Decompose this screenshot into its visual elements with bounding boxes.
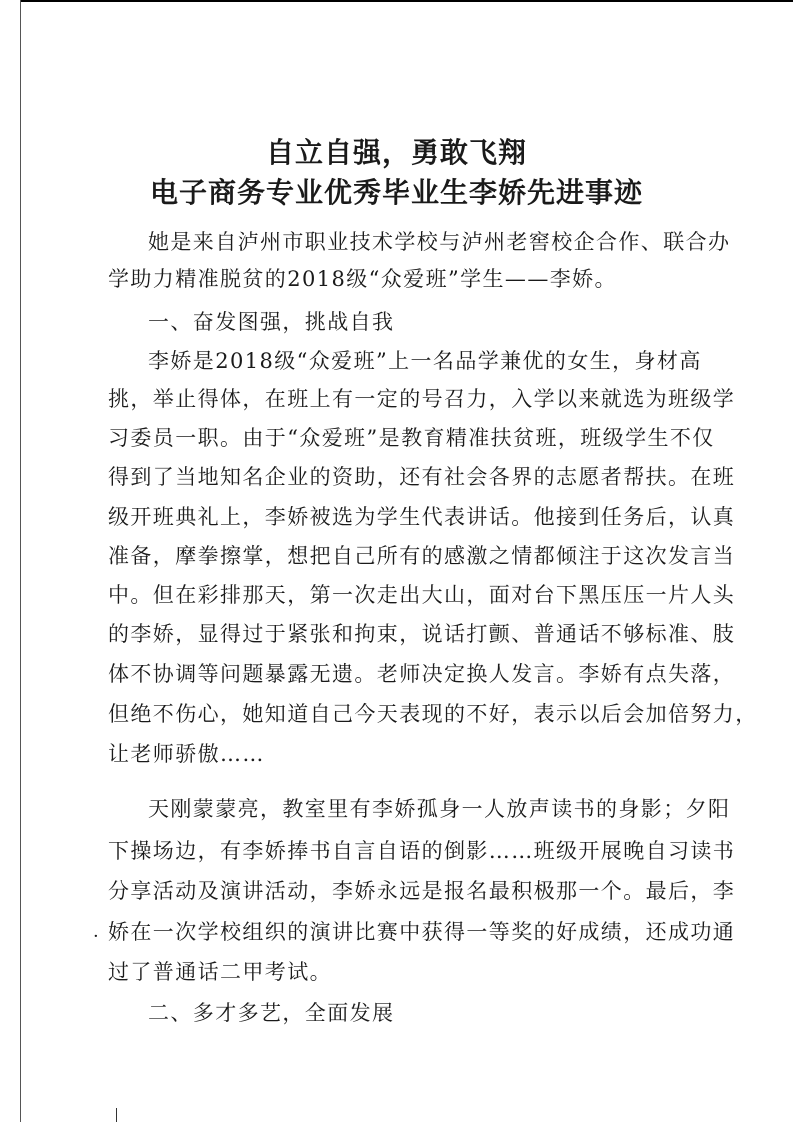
paragraph-line: 挑，举止得体，在班上有一定的号召力，入学以来就选为班级学: [108, 387, 736, 411]
document-subtitle: 电子商务专业优秀毕业生李娇先进事迹: [149, 176, 643, 209]
paragraph-line: 过了普通话二甲考试。: [108, 960, 332, 984]
paragraph-line: 的李娇，显得过于紧张和拘束，说话打颤、普通话不够标准、肢: [108, 622, 736, 646]
paragraph-line: 李娇是2018级“众爱班”上一名品学兼优的女生，身材高: [148, 349, 702, 373]
paragraph-line: 下操场边，有李娇捧书自言自语的倒影……班级开展晚自习读书: [108, 839, 736, 863]
paragraph-line: 准备，摩拳擦掌，想把自己所有的感激之情都倾注于这次发言当: [108, 544, 736, 568]
document-title: 自立自强，勇敢飞翔: [265, 136, 527, 169]
page-top-edge: [20, 0, 793, 2]
paragraph-line: 娇在一次学校组织的演讲比赛中获得一等奖的好成绩，还成功通: [108, 920, 736, 944]
paragraph-line: 天刚蒙蒙亮，教室里有李娇孤身一人放声读书的身影；夕阳: [148, 797, 731, 821]
paragraph-line: 学助力精准脱贫的2018级“众爱班”学生——李娇。: [108, 267, 617, 291]
margin-dot: ·: [93, 926, 99, 947]
bottom-tick-mark: [116, 1108, 117, 1122]
paragraph-line: 她是来自泸州市职业技术学校与泸州老窖校企合作、联合办: [148, 230, 731, 254]
paragraph-line: 级开班典礼上，李娇被选为学生代表讲话。他接到任务后，认真: [108, 505, 736, 529]
paragraph-line: 中。但在彩排那天，第一次走出大山，面对台下黑压压一片人头: [108, 583, 736, 607]
section-heading: 一、奋发图强，挑战自我: [148, 310, 395, 334]
paragraph-line: 体不协调等问题暴露无遗。老师决定换人发言。李娇有点失落，: [108, 662, 736, 686]
paragraph-line: 但绝不伤心，她知道自己今天表现的不好，表示以后会加倍努力，: [108, 702, 758, 726]
paragraph-line: 分享活动及演讲活动，李娇永远是报名最积极那一个。最后，李: [108, 879, 736, 903]
paragraph-line: 得到了当地知名企业的资助，还有社会各界的志愿者帮扶。在班: [108, 465, 736, 489]
paragraph-line: 让老师骄傲……: [108, 742, 265, 766]
paragraph-line: 习委员一职。由于“众爱班”是教育精准扶贫班，班级学生不仅: [108, 426, 715, 450]
section-heading: 二、多才多艺，全面发展: [148, 1001, 395, 1025]
